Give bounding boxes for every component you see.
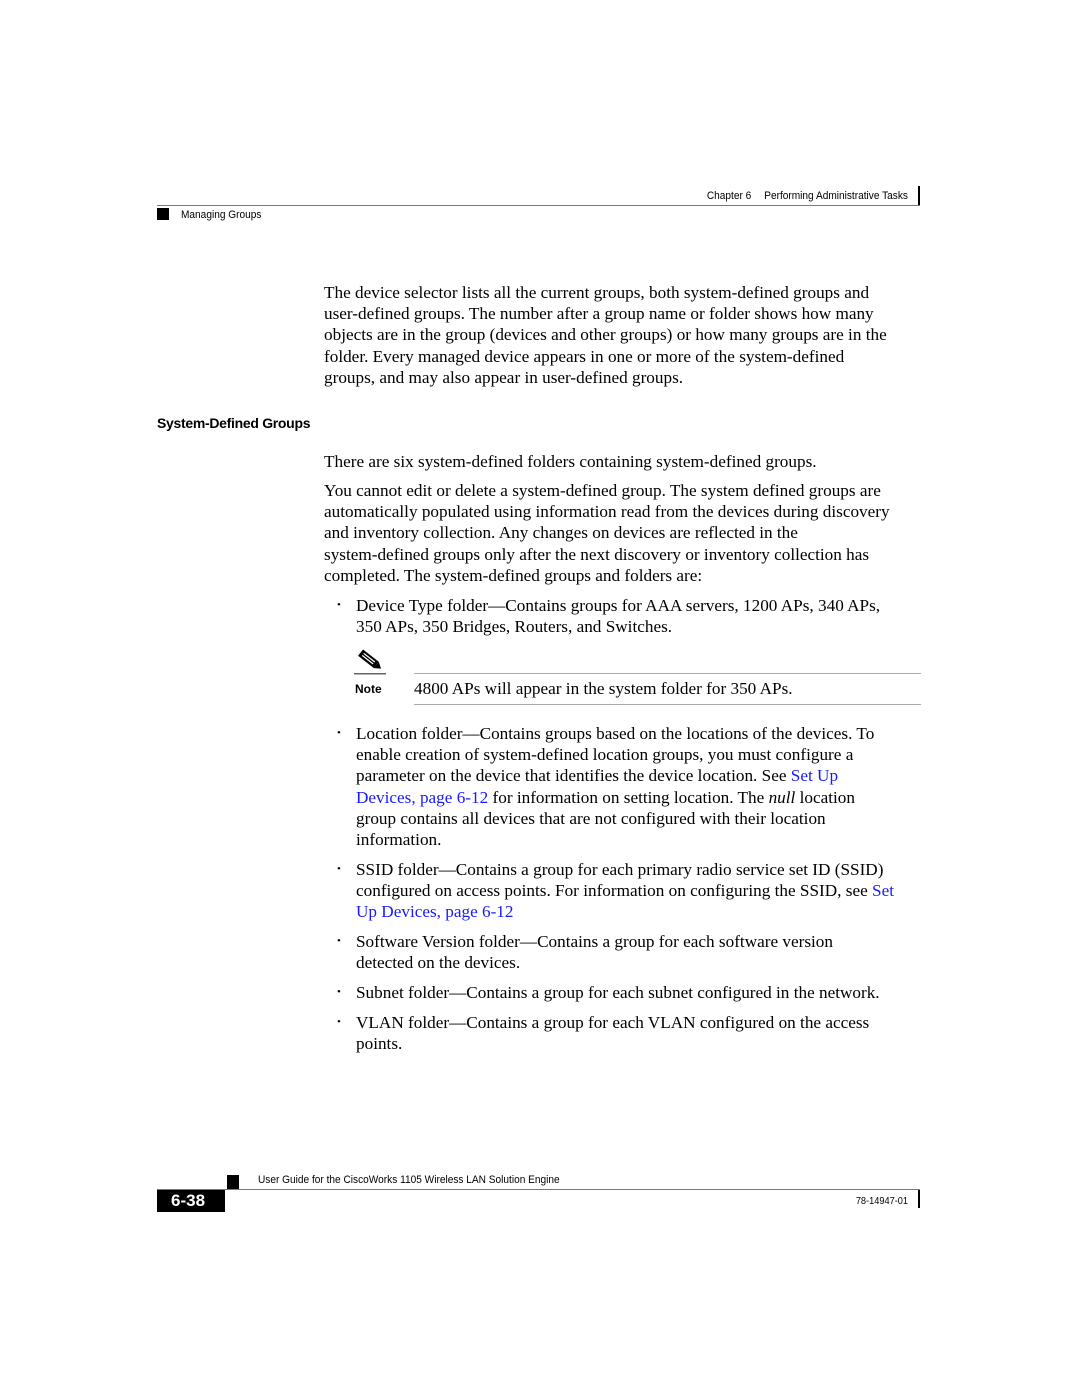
footer-rule <box>157 1189 920 1190</box>
text-line: points. <box>356 1034 403 1054</box>
text-line: groups, and may also appear in user-defined groups. <box>324 367 684 387</box>
header-bar <box>918 186 920 206</box>
running-header-chapter <box>625 190 908 202</box>
set-up-devices-link[interactable]: Set Up <box>790 766 839 786</box>
text-line: automatically populated using information read from the devices during discovery <box>324 502 890 522</box>
note-text: 4800 APs will appear in the system folder for 350 APs. <box>414 679 793 698</box>
text-line: 350 APs, 350 Bridges, Routers, and Switches. <box>356 617 673 637</box>
note-label: Note <box>355 682 382 696</box>
running-header-section: Managing Groups <box>181 209 262 221</box>
text-line: user-defined groups. The number after a group name or folder shows how many <box>324 304 874 324</box>
text-line: objects are in the group (devices and other groups) or how many groups are in the <box>324 325 887 345</box>
text-line: group contains all devices that are not configured with their location <box>356 808 826 828</box>
doc-number: 78-14947-01 <box>855 1196 908 1207</box>
intro-paragraph <box>324 282 924 388</box>
text-line: VLAN folder—Contains a group for each VLAN configured on the access <box>356 1013 870 1032</box>
text-line: folder. Every managed device appears in one or more of the system-defined <box>324 346 845 366</box>
text-line: and inventory collection. Any changes on devices are reflected in the <box>324 523 798 543</box>
text-line: system-defined groups only after the next discovery or inventory collection has <box>324 544 870 564</box>
text-line: completed. The system-defined groups and folders are: <box>324 565 703 585</box>
text-line: SSID folder—Contains a group for each primary radio service set ID (SSID) <box>356 860 884 879</box>
text-line: Devices, page 6-12 for information on setting location. The null location <box>356 787 855 807</box>
set-up-devices-link[interactable]: Set <box>872 881 894 901</box>
text-line: Device Type folder—Contains groups for AAA servers, 1200 APs, 340 APs, <box>356 596 881 615</box>
footer-bar <box>918 1190 920 1208</box>
header-rule <box>157 205 920 206</box>
chapter-title: Performing Administrative Tasks <box>764 190 908 202</box>
bullet-icon: • <box>337 727 341 739</box>
bullet-icon: • <box>337 599 341 611</box>
footer-guide-title: User Guide for the CiscoWorks 1105 Wireless LAN Solution Engine <box>258 1174 560 1186</box>
text-line <box>356 901 926 922</box>
page-number: 6-38 <box>157 1190 225 1212</box>
bullet-icon: • <box>337 986 341 998</box>
chapter-number: Chapter 6 <box>706 190 752 202</box>
text-line: Location folder—Contains groups based on the locations of the devices. To <box>356 724 875 743</box>
text-line: Subnet folder—Contains a group for each subnet configured in the network. <box>356 983 880 1002</box>
section-heading: System-Defined Groups <box>157 415 311 431</box>
note-rule-bottom <box>414 704 921 705</box>
cannot-edit-paragraph <box>324 480 924 586</box>
footer-square-marker <box>227 1175 239 1189</box>
bullet-icon: • <box>337 1016 341 1028</box>
text-line: enable creation of system-defined location groups, you must configure a <box>356 745 854 765</box>
set-up-devices-link-cont[interactable]: Devices, page 6-12 <box>356 787 489 807</box>
bullet-icon: • <box>337 935 341 947</box>
text-line: information. <box>356 830 442 850</box>
pencil-note-icon <box>352 648 388 676</box>
text-line: detected on the devices. <box>356 953 521 973</box>
text-line: parameter on the device that identifies the device location. See Set Up <box>356 766 839 786</box>
text-line: You cannot edit or delete a system-defined group. The system defined groups are <box>324 481 881 500</box>
text-line: configured on access points. For information on configuring the SSID, see Set <box>356 881 894 901</box>
note-rule-top <box>414 673 921 674</box>
text-line: Software Version folder—Contains a group for each software version <box>356 932 833 951</box>
text-line: The device selector lists all the current groups, both system-defined groups and <box>324 283 870 302</box>
set-up-devices-link-cont[interactable]: Up Devices, page 6-12 <box>356 902 514 922</box>
bullet-icon: • <box>337 863 341 875</box>
six-folders-paragraph: There are six system-defined folders containing system-defined groups. <box>324 452 817 471</box>
header-square-marker <box>157 208 169 220</box>
